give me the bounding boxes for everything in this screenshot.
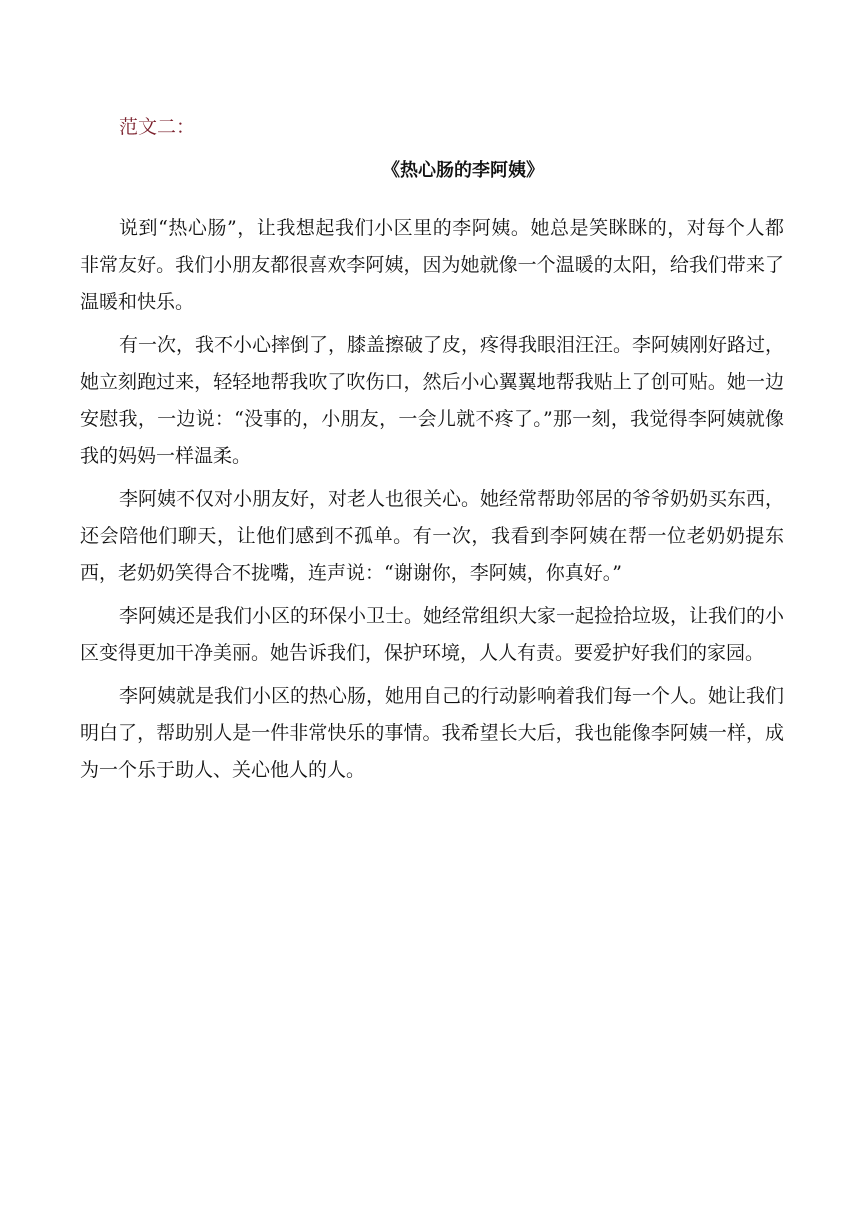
paragraph: 李阿姨不仅对小朋友好，对老人也很关心。她经常帮助邻居的爷爷奶奶买东西，还会陪他们聊天，让他们感到不孤单。有一次，我看到李阿姨在帮一位老奶奶提东西，老奶奶笑得合不拢嘴，连声说：“谢谢你，李阿姨，你真好。” xyxy=(80,488,785,584)
essay-body xyxy=(80,210,784,789)
section-label: 范文二： xyxy=(119,116,196,138)
paragraph: 有一次，我不小心摔倒了，膝盖擦破了皮，疼得我眼泪汪汪。李阿姨刚好路过，她立刻跑过来，轻轻地帮我吹了吹伤口，然后小心翼翼地帮我贴上了创可贴。她一边安慰我，一边说：“没事的，小朋友，一会儿就不疼了。”那一刻，我觉得李阿姨就像我的妈妈一样温柔。 xyxy=(80,334,785,467)
essay-title: 《热心肠的李阿姨》 xyxy=(382,160,544,181)
paragraph: 李阿姨就是我们小区的热心肠，她用自己的行动影响着我们每一个人。她让我们明白了，帮助别人是一件非常快乐的事情。我希望长大后，我也能像李阿姨一样，成为一个乐于助人、关心他人的人。 xyxy=(80,685,785,781)
paragraph: 李阿姨还是我们小区的环保小卫士。她经常组织大家一起捡拾垃圾，让我们的小区变得更加干净美丽。她告诉我们，保护环境，人人有责。要爱护好我们的家园。 xyxy=(80,605,785,664)
paragraph: 说到“热心肠”，让我想起我们小区里的李阿姨。她总是笑眯眯的，对每个人都非常友好。我们小朋友都很喜欢李阿姨，因为她就像一个温暖的太阳，给我们带来了温暖和快乐。 xyxy=(80,217,784,313)
